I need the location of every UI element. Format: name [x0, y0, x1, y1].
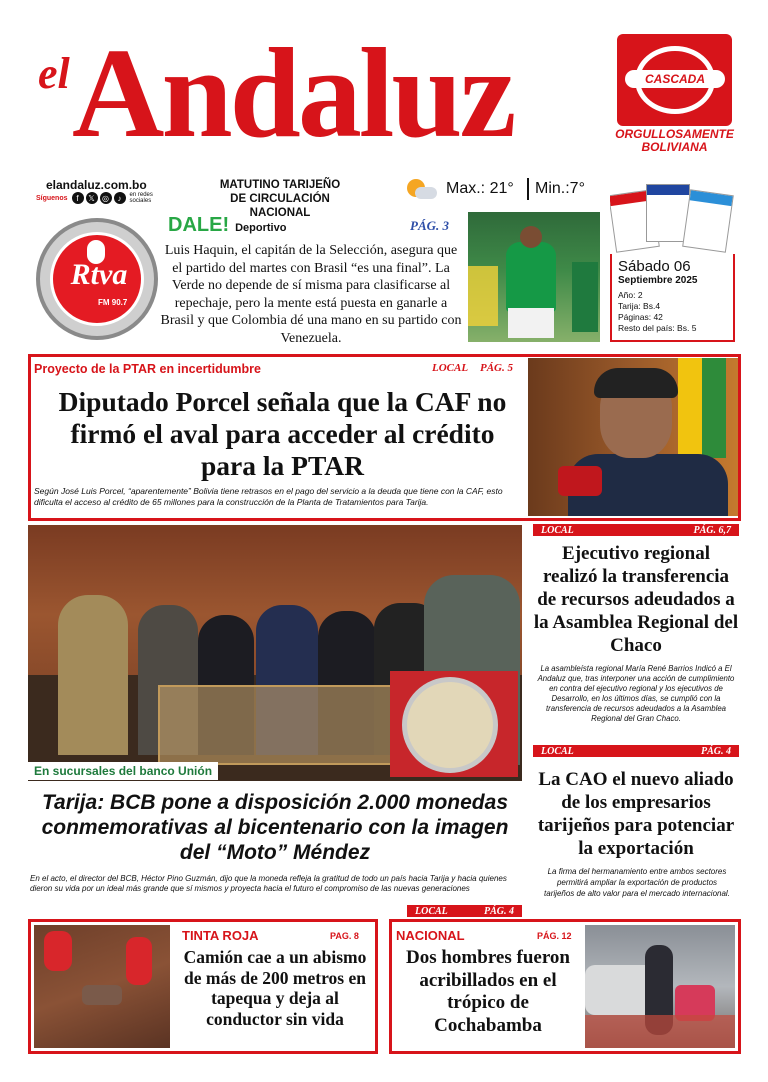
facebook-icon[interactable]: f: [72, 192, 84, 204]
sponsor-slogan-line2: BOLIVIANA: [641, 140, 708, 154]
nacional-section: NACIONAL: [396, 928, 465, 943]
tinta-roja-section: TINTA ROJA: [182, 928, 259, 943]
dale-section: Deportivo: [235, 222, 287, 234]
masthead-el: el: [38, 49, 70, 98]
instagram-icon[interactable]: ◎: [100, 192, 112, 204]
ejecutivo-summary: La asambleísta regional María René Barrios Indicó a El Andaluz que, tras interponer una acción de cumplimiento en contra del ejecutivo regional y los ejecutivos de Desarrollo, en los últimos días, se cumplió con la transferencia de recursos adeudados a la Asamblea Regional del Gran Chaco.: [537, 664, 735, 723]
nacional-page: PÁG. 12: [537, 931, 572, 941]
x-icon[interactable]: 𝕏: [86, 192, 98, 204]
sponsor-slogan: [612, 128, 737, 154]
bcb-headline[interactable]: Tarija: BCB pone a disposición 2.000 monedas conmemorativas al bicentenario con la imagen del “Moto” Méndez: [41, 791, 509, 864]
radio-freq: FM 90.7: [98, 298, 128, 307]
tinta-roja-headline[interactable]: Camión cae a un abismo de más de 200 metros en tapequa y deja al conductor sin vida: [183, 947, 367, 1029]
siguenos-label: Síguenos: [36, 194, 68, 202]
bcb-page: PÁG. 4: [484, 905, 514, 917]
nacional-headline[interactable]: Dos hombres fueron acribillados en el trópico de Cochabamba: [406, 947, 570, 1036]
lead-page: PÁG. 5: [480, 362, 513, 374]
dale-page: PÁG. 3: [410, 218, 449, 233]
sun-cloud-icon: [405, 177, 439, 201]
edition-covers: [610, 182, 735, 254]
weather-min: Min.:7°: [535, 180, 585, 197]
tagline-line1: MATUTINO TARIJEÑO: [219, 179, 341, 191]
dale-title: [168, 214, 286, 237]
cao-page: PÁG. 4: [701, 745, 731, 757]
lead-photo: [528, 358, 738, 516]
radio-logo: [36, 218, 158, 340]
social-caption: en redes sociales: [129, 192, 153, 204]
lead-summary: Según José Luis Porcel, “aparentemente” Bolivia tiene retrasos en el pago del servicio a la deuda que tiene con la CAF, esto dificulta el acceso al crédito de 65 millones para la construcción de la Planta de Tratamientos para Tarija.: [34, 486, 503, 507]
edition-price-rest: Resto del país: Bs. 5: [618, 323, 697, 333]
nacional-photo: [585, 925, 735, 1048]
edition-day: Sábado 06: [618, 258, 691, 275]
social-row: [36, 192, 158, 204]
radio-name: Rtva: [70, 258, 128, 291]
website-link[interactable]: elandaluz.com.bo: [46, 178, 147, 192]
tagline-line2: DE CIRCULACIÓN NACIONAL: [230, 193, 330, 219]
sponsor-brand: CASCADA: [645, 72, 705, 86]
lead-kicker: Proyecto de la PTAR en incertidumbre: [34, 362, 261, 376]
bcb-section: LOCAL: [415, 905, 448, 917]
cao-headline[interactable]: La CAO el nuevo aliado de los empresarios tarijeños para potenciar la exportación: [537, 769, 735, 859]
cao-section-bar: [533, 745, 739, 757]
ejecutivo-section-bar: [533, 524, 739, 536]
ejecutivo-page: PÁG. 6,7: [693, 524, 731, 536]
masthead-title: Andaluz: [72, 22, 514, 164]
bcb-summary: En el acto, el director del BCB, Héctor Pino Guzmán, dijo que la moneda refleja la gratitud de todo un país hacia Tarija y hacia quienes dieron su vida por un ideal más grande que sí mismos y proyecta hacia el futuro el compromiso de las nuevas generaciones: [30, 874, 507, 893]
sponsor-logo: [617, 34, 732, 126]
tinta-roja-page: PAG. 8: [330, 931, 359, 941]
lead-headline[interactable]: Diputado Porcel señala que la CAF no firmó el aval para acceder al crédito para la PTAR: [58, 386, 507, 481]
weather-divider: [527, 178, 529, 200]
edition-box: [610, 254, 735, 342]
edition-year: Año: 2: [618, 290, 643, 300]
tiktok-icon[interactable]: ♪: [114, 192, 126, 204]
dale-label: DALE!: [168, 214, 230, 236]
edition-month-year: Septiembre 2025: [618, 275, 698, 286]
weather-max: Max.: 21°: [446, 180, 514, 197]
edition-price-tarija: Tarija: Bs.4: [618, 301, 661, 311]
ejecutivo-section: LOCAL: [541, 524, 574, 536]
cao-summary: La firma del hermanamiento entre ambos sectores permitirá ampliar la exportación de productos tarijeños de alto valor para el mercado internacional.: [544, 867, 730, 898]
sponsor-slogan-line1: ORGULLOSAMENTE: [615, 127, 734, 141]
ejecutivo-headline[interactable]: Ejecutivo regional realizó la transferencia de recursos adeudados a la Asamblea Regional del Chaco: [533, 543, 739, 656]
tinta-roja-photo: [34, 925, 170, 1048]
edition-pages: Páginas: 42: [618, 312, 663, 322]
lead-section: LOCAL: [432, 362, 469, 374]
bcb-photo-caption: En sucursales del banco Unión: [28, 762, 218, 780]
dale-text: Luis Haquin, el capitán de la Selección, asegura que el partido del martes con Brasil “es una final”. La Verde no depende de sí misma para clasificarse al repechaje, pero la mente está puesta en ganarle a Brasil y que Colombia dé una mano en su partido con Venezuela.: [160, 243, 462, 346]
cao-section: LOCAL: [541, 745, 574, 757]
bcb-section-bar: [407, 905, 522, 917]
dale-photo: [468, 212, 600, 342]
bcb-photo: [28, 525, 522, 781]
